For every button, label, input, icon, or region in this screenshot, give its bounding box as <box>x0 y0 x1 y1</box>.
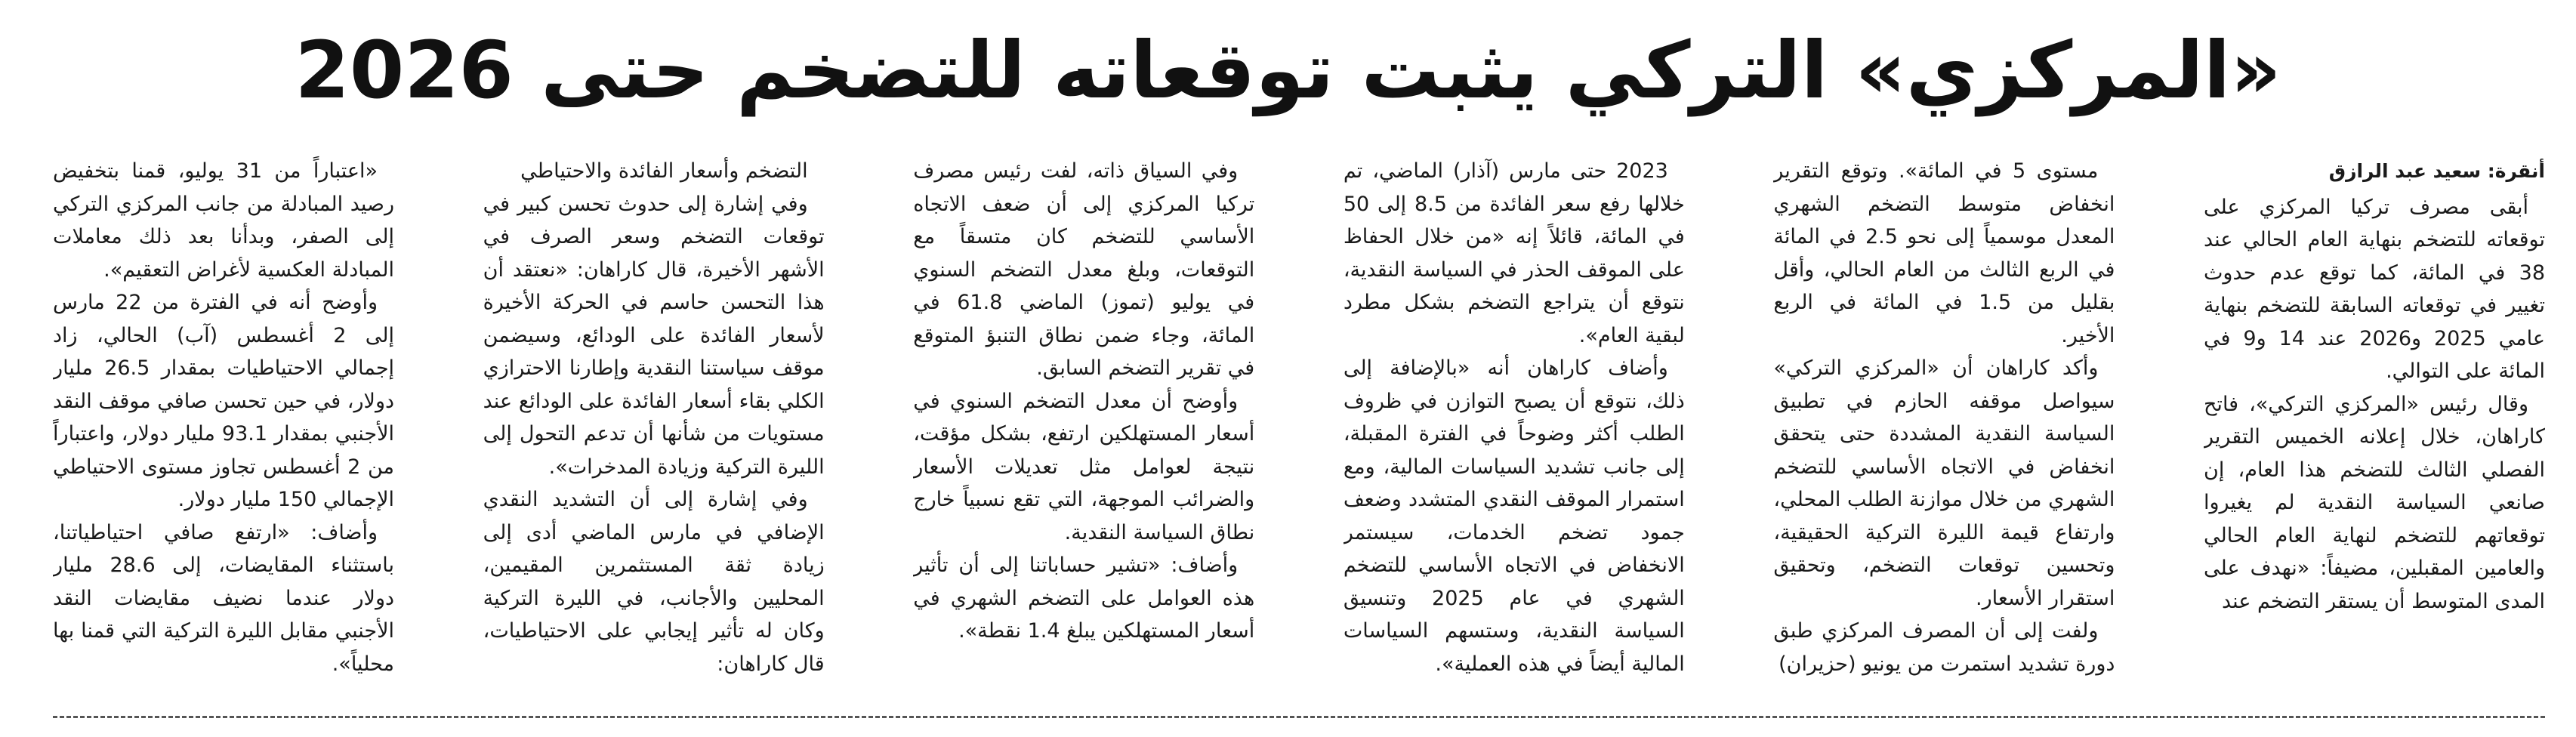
bottom-divider <box>53 716 2545 718</box>
paragraph: وأكد كاراهان أن «المركزي التركي» سيواصل موقفه الحازم في تطبيق السياسة النقدية المشددة حتى يتحقق انخفاض في الاتجاه الأساسي للتضخم الشهري من خلال موازنة الطلب المحلي، وارتفاع قيمة الليرة التركية الحقيقية، وتحسين توقعات التضخم، وتحقيق استقرار الأسعار. <box>1773 356 2115 610</box>
paragraph: وفي السياق ذاته، لفت رئيس مصرف تركيا المركزي إلى أن ضعف الاتجاه الأساسي للتضخم كان متسقاً مع التوقعات، وبلغ معدل التضخم السنوي في يوليو (تموز) الماضي 61.8 في المائة، وجاء ضمن نطاق التنبؤ المتوقع في تقرير التضخم السابق. <box>913 159 1255 380</box>
column-2 <box>1773 155 2115 691</box>
paragraph: وأضاف: «تشير حساباتنا إلى أن تأثير هذه العوامل على التضخم الشهري في أسعار المستهلكين يبلغ 1.4 نقطة». <box>913 554 1255 643</box>
column-6 <box>53 155 394 691</box>
paragraph: وفي إشارة إلى حدوث تحسن كبير في توقعات التضخم وسعر الصرف في الأشهر الأخيرة، قال كاراهان: «نعتقد أن هذا التحسن حاسم في الحركة الأخيرة لأسعار الفائدة على الودائع، وسيضمن موقف سياستنا النقدية وإطارنا الاحترازي الكلي بقاء أسعار الفائدة على الودائع عند مستويات من شأنها أن تدعم التحول إلى الليرة التركية وزيادة المدخرات». <box>483 192 825 479</box>
byline: أنقرة: سعيد عبد الرازق <box>2328 160 2545 182</box>
paragraph: التضخم وأسعار الفائدة والاحتياطي <box>520 159 808 183</box>
paragraph: وفي إشارة إلى أن التشديد النقدي الإضافي في مارس الماضي أدى إلى زيادة ثقة المستثمرين المقيمين، المحليين والأجانب، في الليرة التركية وكان له تأثير إيجابي على الاحتياطيات، قال كاراهان: <box>483 488 825 676</box>
column-1 <box>2204 155 2545 691</box>
paragraph: 2023 حتى مارس (آذار) الماضي، تم خلالها رفع سعر الفائدة من 8.5 إلى 50 في المائة، قائلاً إنه «من خلال الحفاظ على الموقف الحذر في السياسة النقدية، نتوقع أن يتراجع التضخم بشكل مطرد لبقية العام». <box>1343 159 1685 347</box>
column-5 <box>483 155 825 691</box>
paragraph: «اعتباراً من 31 يوليو، قمنا بتخفيض رصيد المبادلة من جانب المركزي التركي إلى الصفر، وبدأنا بعد ذلك معاملات المبادلة العكسية لأغراض التعقيم». <box>53 159 395 282</box>
paragraph: ولفت إلى أن المصرف المركزي طبق دورة تشديد استمرت من يونيو (حزيران) <box>1773 619 2115 676</box>
headline: «المركزي» التركي يثبت توقعاته للتضخم حتى 2026 <box>295 24 2281 116</box>
column-3 <box>1344 155 1685 691</box>
paragraph: أبقى مصرف تركيا المركزي على توقعاته للتضخم بنهاية العام الحالي عند 38 في المائة، كما توقع عدم حدوث تغيير في توقعاته السابقة للتضخم بنهاية عامي 2025 و2026 عند 14 و9 في المائة على التوالي. <box>2204 195 2545 383</box>
paragraph: وقال رئيس «المركزي التركي»، فاتح كاراهان، خلال إعلانه الخميس التقرير الفصلي الثالث للتضخم هذا العام، إن صانعي السياسة النقدية لم يغيروا توقعاتهم للتضخم لنهاية العام الحالي والعامين المقبلين، مضيفاً: «نهدف على المدى المتوسط أن يستقر التضخم عند <box>2204 392 2545 613</box>
paragraph: وأضاف: «ارتفع صافي احتياطياتنا، باستثناء المقايضات، إلى 28.6 مليار دولار عندما نضيف مقايضات النقد الأجنبي مقابل الليرة التركية التي قمنا بها محلياً». <box>53 520 395 676</box>
paragraph: مستوى 5 في المائة». وتوقع التقرير انخفاض متوسط التضخم الشهري المعدل موسمياً إلى نحو 2.5 في المائة في الربع الثالث من العام الحالي، وأقل بقليل من 1.5 في المائة في الربع الأخير. <box>1773 159 2115 347</box>
article-body <box>53 155 2545 691</box>
paragraph: وأوضح أنه في الفترة من 22 مارس إلى 2 أغسطس (آب) الحالي، زاد إجمالي الاحتياطيات بمقدار 26.5 مليار دولار، في حين تحسن صافي موقف النقد الأجنبي بمقدار 93.1 مليار دولار، واعتباراً من 2 أغسطس تجاوز مستوى الاحتياطي الإجمالي 150 مليار دولار. <box>53 291 395 511</box>
column-4 <box>913 155 1254 691</box>
paragraph: وأوضح أن معدل التضخم السنوي في أسعار المستهلكين ارتفع، بشكل مؤقت، نتيجة لعوامل مثل تعديلات الأسعار والضرائب الموجهة، التي تقع نسبياً خارج نطاق السياسة النقدية. <box>913 389 1255 544</box>
paragraph: وأضاف كاراهان أنه «بالإضافة إلى ذلك، نتوقع أن يصبح التوازن في ظروف الطلب أكثر وضوحاً في الفترة المقبلة، إلى جانب تشديد السياسات المالية، ومع استمرار الموقف النقدي المتشدد وضعف جمود تضخم الخدمات، سيستمر الانخفاض في الاتجاه الأساسي للتضخم الشهري في عام 2025 وتنسيق السياسة النقدية، وستسهم السياسات المالية أيضاً في هذه العملية». <box>1343 356 1685 676</box>
